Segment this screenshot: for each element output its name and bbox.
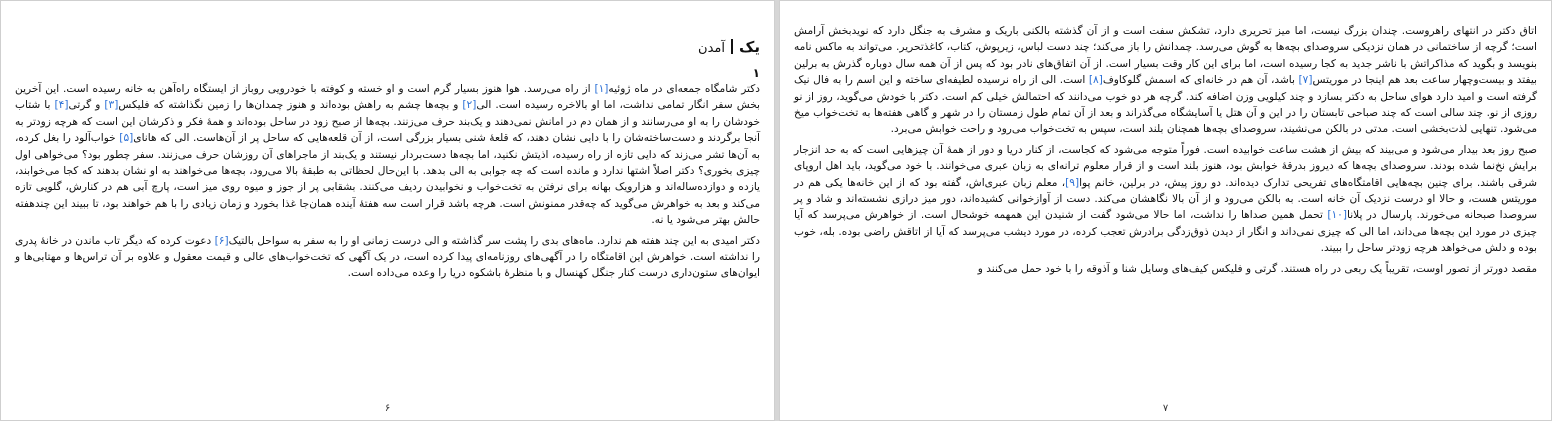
right-paragraph-3: مقصد دورتر از تصور اوست، تقریباً یک ربعی در راه هستند. گرتی و فلیکس کیف‌های وسایل شنا و آذوقه را با خود حمل می‌کنند و: [977, 262, 1537, 275]
footnote-marker[interactable]: [۶]: [214, 234, 229, 247]
chapter-title: آمدن: [698, 41, 725, 56]
footnote-marker[interactable]: [۴]: [54, 99, 69, 112]
footnote-marker[interactable]: [۱۰]: [1327, 209, 1347, 222]
left-page: [0, 0, 775, 421]
right-paragraph-2: صبح روز بعد بیدار می‌شود و می‌بیند که بیش از هشت ساعت خوابیده است. فوراً متوجه می‌شود که کجاست، از کنار دریا و دور از همهٔ آن چیزهایی است که به حد انزجار برایش نخ‌نما شده بودند. سروصدای بچه‌ها که دیروز بدرقهٔ خوابش بود، هنوز بلند است و از قرار معلوم ترانه‌ای به زبان عبری می‌خوانند. با خود می‌گوید، باید اهل اروپای شرقی باشند. برای چنین بچه‌هایی اقامتگاه‌های تفریحی تدارک دیده‌اند. دو روز پیش، در برلین، خانم پوا[۹]، معلم زبان عبری‌اش، گفته بود که از این خانه‌ها یکی هم در موریتس هست، و حالا او درست نزدیک آن خانه است. به بالکن می‌رود و از آن بالا نگاهشان می‌کند. دست از آوازخوانی کشیده‌اند، دور میز درازی نشسته‌اند و شاد و پر سروصدا صبحانه می‌خورند. پارسال در پلانا[۱۰] تحمل همین صداها را نداشت، اما حالا می‌شود گفت از شنیدن این همهمه خوشحال است. از خواهرش می‌پرسد که آیا چیزی در مورد این بچه‌ها می‌داند، اما الی که چیزی نمی‌داند و انگار از دیدن ذوق‌زدگی برادرش تعجب کرده، در مورد دیشب می‌پرسد که آیا از اتاقش راضی بوده. بله، خوب بوده و دلش می‌خواهد هرچه زودتر ساحل را ببیند.: [794, 143, 1537, 255]
left-page-content: [15, 37, 760, 286]
right-page-number: ۷: [1162, 403, 1169, 414]
footnote-marker[interactable]: [۸]: [1088, 74, 1103, 87]
footnote-marker[interactable]: [۱]: [594, 83, 609, 95]
footnote-marker[interactable]: [۵]: [119, 132, 134, 145]
right-page-content: [794, 23, 1537, 281]
chapter-number: یک: [739, 38, 760, 56]
footnote-marker[interactable]: [۷]: [1298, 74, 1313, 87]
chapter-divider: [731, 39, 733, 54]
footnote-marker[interactable]: [۳]: [104, 99, 119, 112]
section-number: ۱: [752, 66, 760, 80]
footnote-marker[interactable]: [۹]: [1065, 176, 1080, 189]
left-page-number: ۶: [384, 403, 391, 414]
footnote-marker[interactable]: [۲]: [462, 99, 477, 112]
chapter-heading: [15, 37, 760, 59]
left-paragraph-2: دکتر امیدی به این چند هفته هم ندارد. ماه‌های بدی را پشت سر گذاشته و الی درست زمانی او را به سفر به سواحل بالتیک[۶] دعوت کرده که دیگر تاب ماندن در خانهٔ پدری را نداشته است. خواهرش این اقامتگاه را در آگهی‌های روزنامه‌ای پیدا کرده است، در یک آگهی که تخت‌خواب‌های عالی و قیمت معقول و علاوه بر آن تراس‌ها و مهتابی‌ها و ایوان‌های ستون‌داری درست کنار جنگل کهنسال و با منظرهٔ باشکوه دریا را وعده می‌داده است.: [15, 234, 760, 280]
left-paragraph-1: دکتر شامگاه جمعه‌ای در ماه ژوئیه[۱] از راه می‌رسد. هوا هنوز بسیار گرم است و او خسته و کوفته با خودرویی روباز از ایستگاه راه‌آهن به خانه رسیده است. این آخرین بخش سفر انگار تمامی نداشت، اما او بالاخره رسیده است. الی[۲] و بچه‌ها چشم به راهش بوده‌اند و هنوز چمدان‌ها را زمین نگذاشته که فلیکس[۳] و گرتی[۴] با شتاب خودشان را به او می‌رسانند و از همان دم در امانش نمی‌دهند و یک‌بند حرف می‌زنند. بچه‌ها از صبح زود در ساحل بوده‌اند و همهٔ فکر و ذکرشان این است که هرچه زودتر به آنجا برگردند و دست‌ساخته‌شان را با دایی نشان دهند، که قلعهٔ شنی بسیار بزرگی است، از آن قلعه‌هایی که ساحل پر از آن‌هاست. الی که هانای[۵] خواب‌آلود را بغل کرده، به آن‌ها تشر می‌زند که دایی تازه از راه رسیده، اذیتش نکنید، اما بچه‌ها دست‌بردار نیستند و یک‌بند از ماجراهای آن روزشان حرف می‌زنند. سفر چطور بود؟ می‌خواهی اول چیزی بخوری؟ دکتر اصلاً اشتها ندارد و مانده است که چه جوابی به الی بدهد. با این‌حال لحظاتی به طبقهٔ بالا می‌رود، بچه‌ها می‌خواهند به او نشان بدهند که کجا می‌خوابند، یازده و دوازده‌ساله‌اند و هزارویک بهانه برای نرفتن به تخت‌خواب و نخوابیدن ردیف می‌کنند. بشقابی پر از جوز و میوه روی میز است، پارچ آبی هم در کنارش، گلویی تازه می‌کند و بعد به خواهرش می‌گوید که چه‌قدر ممنونش است. هرچه باشد قرار است سه هفتهٔ آینده همان‌جا غذا بخورد و زمان زیادی را با هم خواهند بود، تا ببیند این چندهفته حالش بهتر می‌شود یا نه.: [15, 83, 760, 227]
right-paragraph-1: اتاق دکتر در انتهای راهروست. چندان بزرگ نیست، اما میز تحریری دارد، تشکش سفت است و از آن گذشته بالکنی باریک و مشرف به جنگل دارد که نوید‌بخش آرامش است؛ گرچه از ساختمانی در همان نزدیکی سروصدای بچه‌ها به گوش می‌رسد. چمدانش را باز می‌کند؛ چند دست لباس، زیرپوش، کتاب، کاغذتحریر. می‌تواند به ماکس نامه بنویسد و بگوید که مذاکراتش با ناشر جدید به کجا رسیده است، اما برای این کار وقت بسیار است. از آن اتفاق‌های نادر بود که پس از آن همه سال دوباره گذرش به برلین بیفتد و بیست‌وچهار ساعت بعد هم اینجا در موریتس[۷] باشد، آن هم در خانه‌ای که اسمش گلوکاوف[۸] است. الی از راه نرسیده لطیفه‌ای ساخته و این اسم را به فال نیک گرفته است و امید دارد هوای ساحل به دکتر بسازد و چند کیلویی وزن اضافه کند. گرچه هر دو خوب می‌دانند که احتمالش خیلی کم است. دکتر با خودش می‌گوید، روز از نو روزی از نو. چند سالی است که چند صباحی تابستان را در این و آن هتل یا آسایشگاه می‌گذراند و بعد از آن تمام طول زمستان را در شهر و گاهی هفته‌ها به تخت‌خواب میخ می‌شود. تنهایی لذت‌بخشی است. مدتی در بالکن می‌نشیند، سروصدای بچه‌ها همچنان بلند است، سپس به تخت‌خواب می‌رود و راحت خوابش می‌برد.: [794, 25, 1538, 136]
right-page: [779, 0, 1552, 421]
